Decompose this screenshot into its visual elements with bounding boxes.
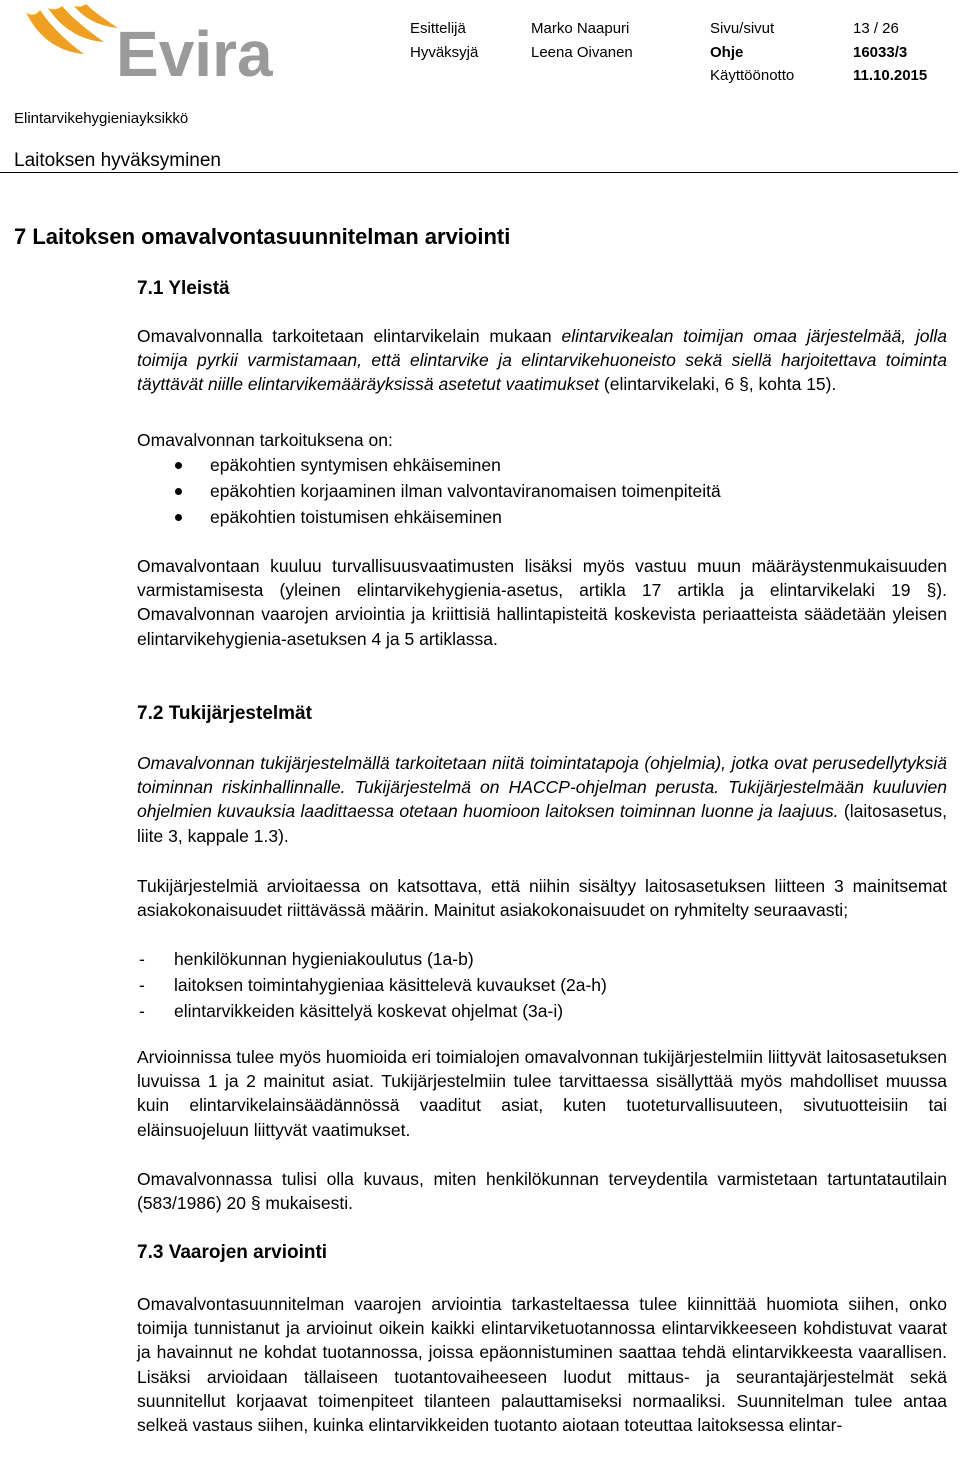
pages-value: 13 / 26	[853, 20, 899, 37]
dash-marker: -	[139, 975, 145, 995]
subsection-heading-7-1: 7.1 Yleistä	[137, 278, 230, 299]
list-item-text: epäkohtien syntymisen ehkäiseminen	[210, 455, 501, 475]
bullet-icon	[175, 462, 182, 469]
subsection-heading-7-3: 7.3 Vaarojen arviointi	[137, 1242, 328, 1263]
list-item-text: epäkohtien korjaaminen ilman valvontaviranomaisen toimenpiteitä	[210, 481, 721, 501]
bullet-icon	[175, 488, 182, 495]
paragraph-hazard-analysis: Omavalvontasuunnitelman vaarojen arviointia tarkasteltaessa tulee kiinnittää huomiota siihen, onko toimija tunnistanut ja arvioinut oikein kaikki elintarviketuotannossa elintarvikkeeseen kohdistuvat vaarat ja havainnut ne kohdat tuotannossa, joissa epäonnistuminen saattaa tehdä elintarvikkeesta vaarallisen. Lisäksi arvioidaan tällaiseen tuotantovaiheeseen luodut mittaus- ja seurantajärjestelmät sekä suunnitellut korjaavat toimenpiteet tilanteen palauttamiseksi normaaliksi. Suunnitelman tulee antaa selkeä vastaus siihen, kuinka elintarvikkeiden tuotanto aiotaan toteuttaa laitoksessa elintar-	[137, 1294, 947, 1436]
paragraph-definition	[137, 324, 947, 397]
text-run: Omavalvonnalla tarkoitetaan elintarvikelain mukaan	[137, 326, 562, 346]
subsection-heading-7-2: 7.2 Tukijärjestelmät	[137, 703, 312, 724]
list-item-text: epäkohtien toistumisen ehkäiseminen	[210, 507, 502, 527]
paragraph-support-definition	[137, 751, 947, 848]
presenter-name: Marko Naapuri	[531, 20, 630, 37]
text-run: (elintarvikelaki, 6 §, kohta 15).	[599, 374, 837, 395]
text-run-italic: Omavalvonnan tukijärjestelmällä tarkoitetaan niitä toimintatapoja (ohjelmia), jotka ovat perusedellytyksiä toiminnan riskinhallinnalle. Tukijärjestelmä on HACCP-ohjelman perusta. Tukijärjestelmään kuuluvien ohjelmien kuvauksia laadittaessa otetaan huomioon laitoksen toiminnan luonne ja laajuus.	[137, 753, 947, 822]
text-run: (laitosasetus, liite 3, kappale 1.3).	[137, 801, 947, 846]
paragraph-purpose-intro: Omavalvonnan tarkoituksena on:	[137, 430, 393, 450]
list-item	[137, 972, 607, 998]
doc-type: Ohje	[710, 44, 744, 61]
support-topics-list	[137, 946, 607, 1024]
list-item-text: laitoksen toimintahygieniaa käsittelevä kuvaukset (2a-h)	[174, 975, 607, 995]
text-run-italic: elintarvikealan toimijan omaa järjestelmää, jolla toimija pyrkii varmistamaan, että elintarvike ja elintarvikehuoneisto sekä siellä harjoitettava toiminta täyttävät niille elintarvikemääräyksissä asetetut vaatimukset	[137, 326, 947, 395]
doc-number: 16033/3	[853, 44, 908, 61]
paragraph-health-status: Omavalvonnassa tulisi olla kuvaus, miten henkilökunnan terveydentila varmistetaan tartuntatautilain (583/1986) 20 § mukaisesti.	[137, 1169, 947, 1214]
evira-leaf-icon	[18, 4, 283, 80]
list-item-text: elintarvikkeiden käsittelyä koskevat ohjelmat (3a-i)	[174, 1001, 564, 1021]
list-item	[137, 478, 721, 504]
presenter-label: Esittelijä	[410, 20, 466, 37]
purpose-list	[137, 452, 721, 530]
header-divider	[0, 172, 958, 173]
approver-name: Leena Oivanen	[531, 44, 633, 61]
paragraph-compliance: Omavalvontaan kuuluu turvallisuusvaatimusten lisäksi myös vastuu muun määräystenmukaisuuden varmistamisesta (yleinen elintarvikehygienia-asetus, artikla 17 artikla ja elintarvikelaki 19 §). Omavalvonnan vaarojen arviointia ja kriittisiä hallintapisteitä koskevista periaatteista säädetään yleisen elintarvikehygienia-asetuksen 4 ja 5 artiklassa.	[137, 556, 947, 649]
paragraph-additional-requirements: Arvioinnissa tulee myös huomioida eri toimialojen omavalvonnan tukijärjestelmiin liittyvät laitosasetuksen luvuissa 1 ja 2 mainitut asiat. Tukijärjestelmiin tulee tarvittaessa sisällyttää myös mahdolliset muussa kuin elintarvikelainsäädännössä vaaditut asiat, kuten tuoteturvallisuuteen, sivutuotteisiin tai eläinsuojeluun liittyvät vaatimukset.	[137, 1047, 947, 1140]
deploy-date: 11.10.2015	[853, 67, 928, 84]
bullet-icon	[175, 514, 182, 521]
paragraph-support-evaluation: Tukijärjestelmiä arvioitaessa on katsottava, että niihin sisältyy laitosasetuksen liitteen 3 mainitsemat asiakokonaisuudet riittävässä määrin. Mainitut asiakokonaisuudet on ryhmitelty seuraavasti;	[137, 876, 947, 921]
list-item	[137, 946, 607, 972]
list-item	[137, 998, 607, 1024]
list-item	[137, 452, 721, 478]
list-item	[137, 504, 721, 530]
document-title: Laitoksen hyväksyminen	[14, 150, 221, 171]
unit-label: Elintarvikehygieniayksikkö	[14, 110, 189, 127]
deploy-label: Käyttöönotto	[710, 67, 795, 84]
dash-marker: -	[139, 949, 145, 969]
section-heading: 7 Laitoksen omavalvontasuunnitelman arviointi	[14, 224, 511, 249]
dash-marker: -	[139, 1001, 145, 1021]
evira-logo	[18, 4, 283, 80]
pages-label: Sivu/sivut	[710, 20, 775, 37]
approver-label: Hyväksyjä	[410, 44, 479, 61]
logo-wordmark: Evira	[116, 18, 273, 80]
list-item-text: henkilökunnan hygieniakoulutus (1a-b)	[174, 949, 474, 969]
